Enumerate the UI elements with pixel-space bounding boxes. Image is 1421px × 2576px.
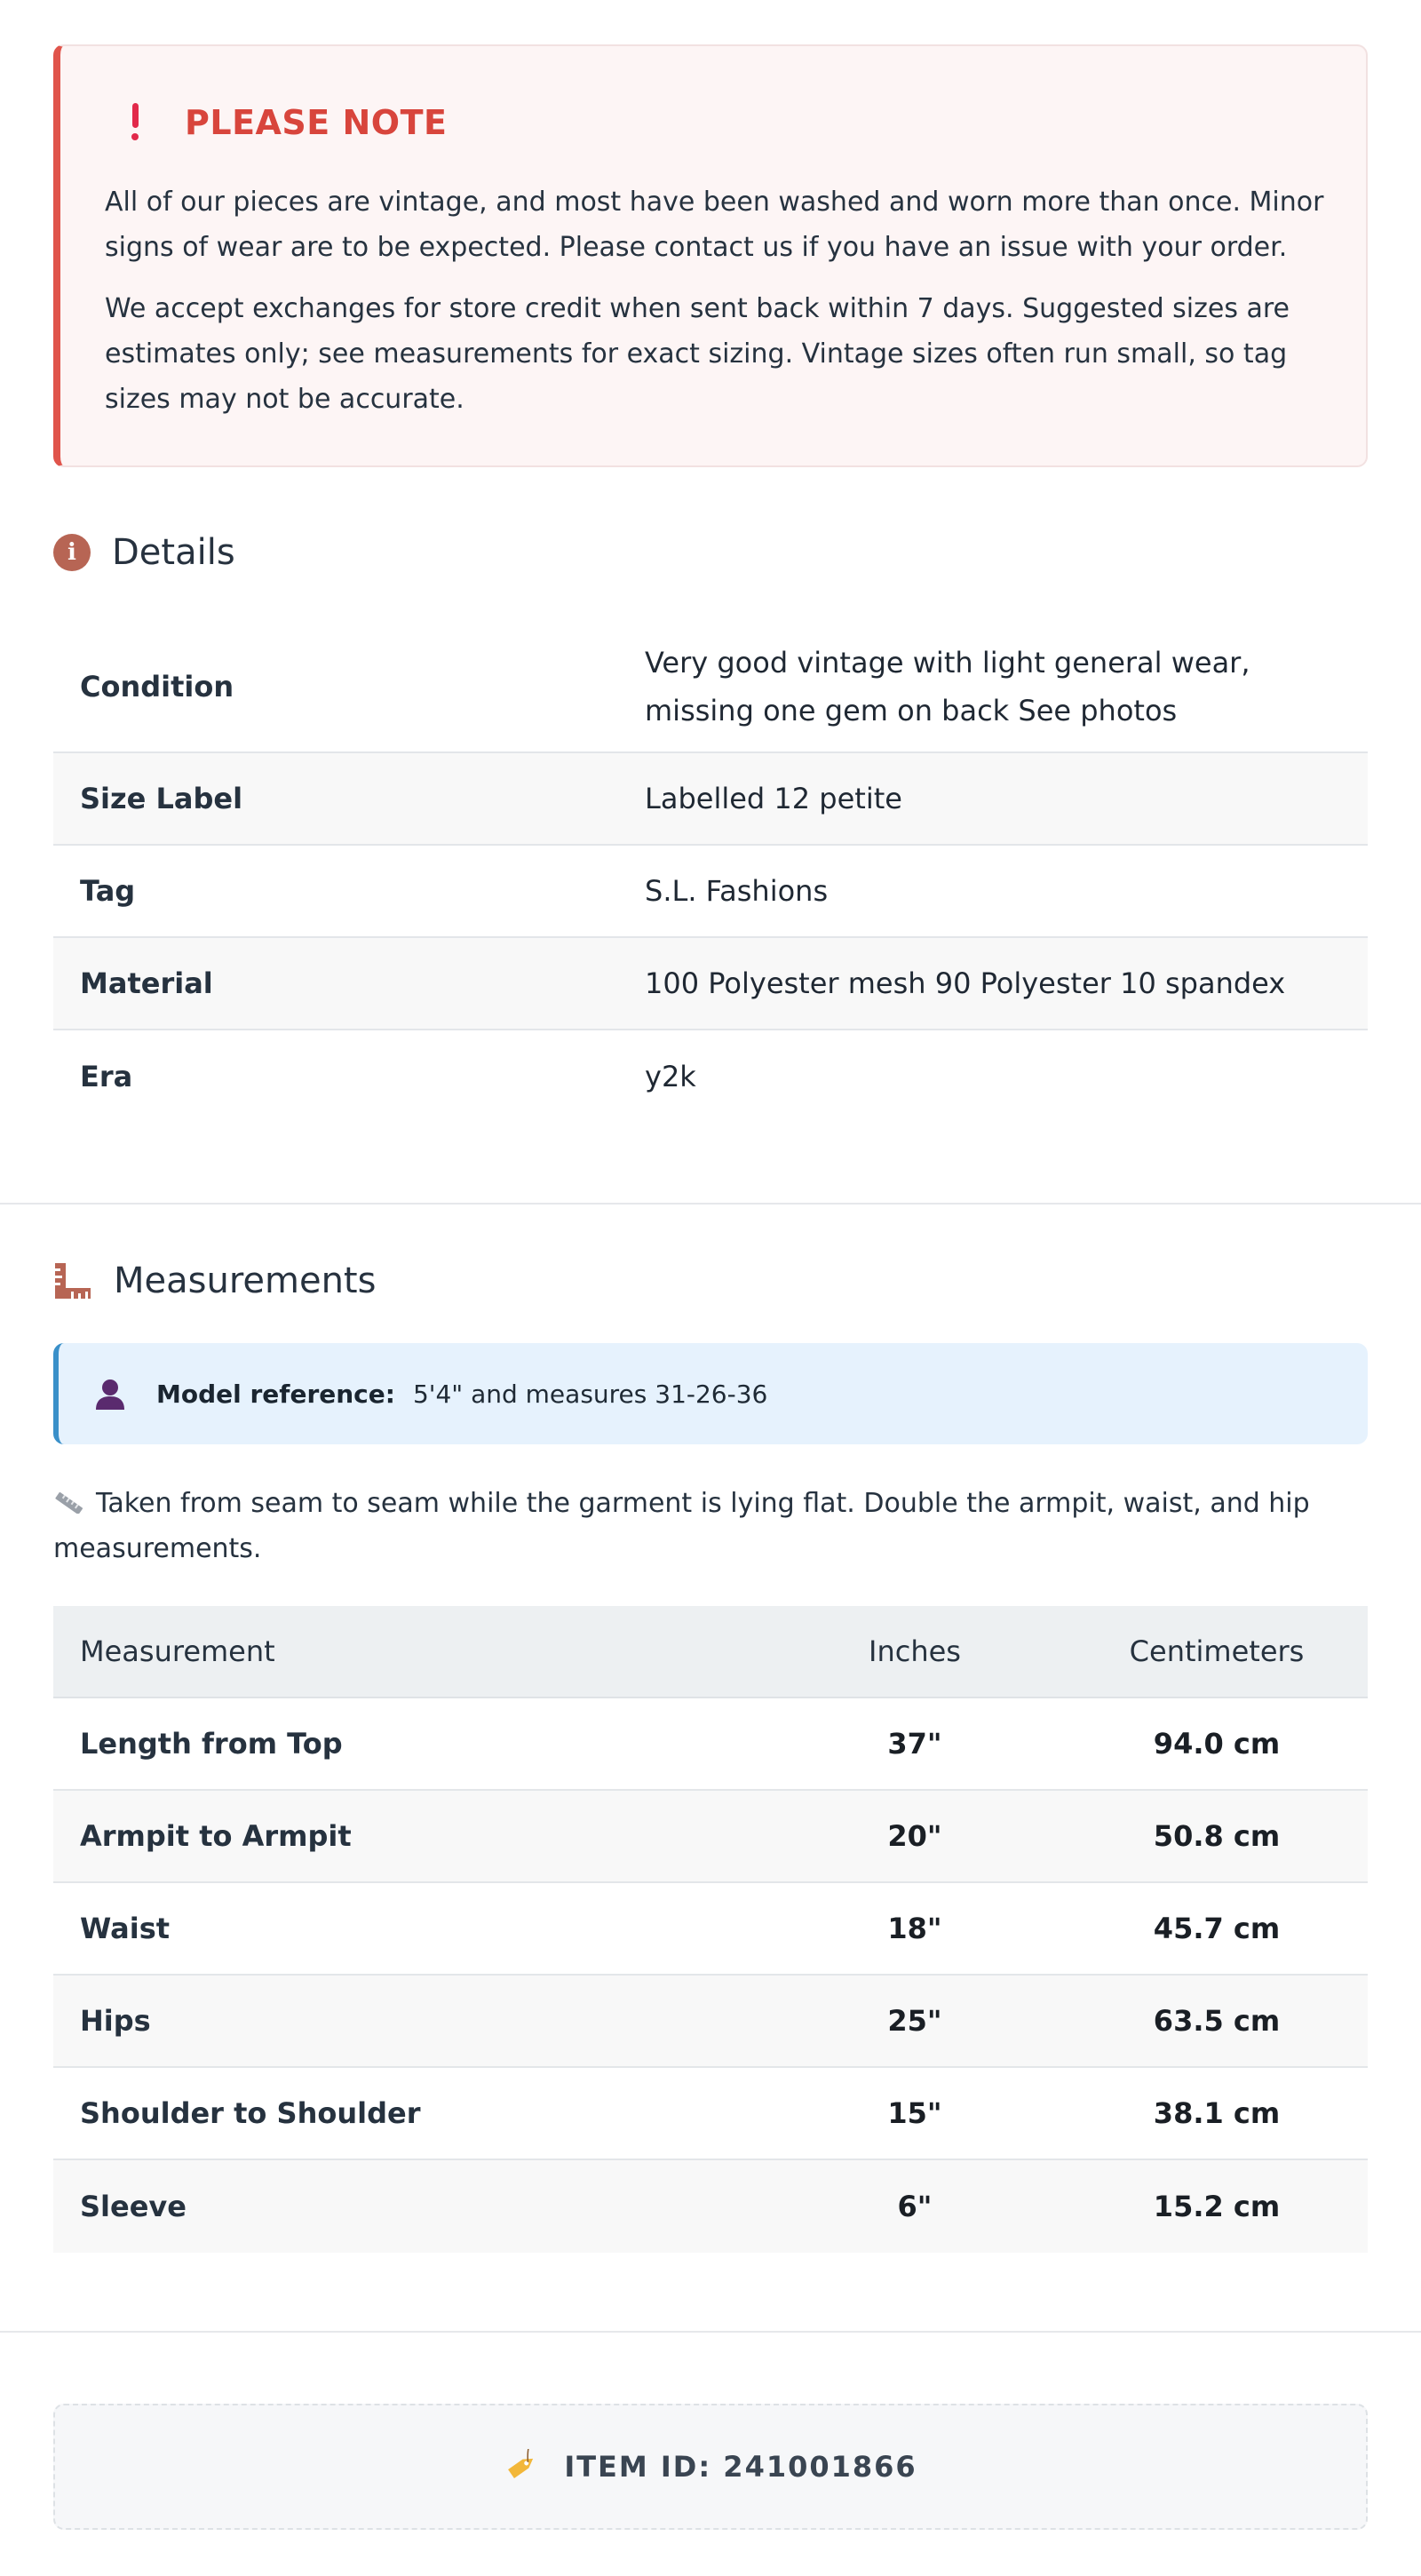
- details-value: y2k: [645, 1060, 696, 1093]
- details-row: [53, 753, 1368, 846]
- section-divider: [0, 2331, 1421, 2333]
- measurement-inches: 25": [887, 2004, 942, 2038]
- exclamation-icon: [128, 103, 142, 142]
- notice-paragraph: We accept exchanges for store credit when sent back within 7 days. Suggested sizes are estimates only; see measurements for exact sizing. Vintage sizes often run small, so tag sizes may not be accurate.: [105, 293, 1290, 415]
- measurement-name: Armpit to Armpit: [80, 1819, 352, 1853]
- table-row: [53, 1883, 1368, 1976]
- table-row: [53, 2068, 1368, 2160]
- measurement-note: [53, 1481, 1332, 1571]
- measurement-cm: 45.7 cm: [1153, 1912, 1281, 1945]
- details-heading: [53, 526, 235, 579]
- details-label: Tag: [80, 874, 136, 908]
- measurement-inches: 6": [897, 2190, 933, 2223]
- details-value: Labelled 12 petite: [645, 782, 902, 815]
- model-reference-value: 5'4" and measures 31-26-36: [412, 1379, 768, 1409]
- measurement-inches: 37": [887, 1727, 942, 1761]
- table-row: [53, 1698, 1368, 1791]
- notice-header: [105, 96, 1322, 149]
- section-divider: [0, 1203, 1421, 1205]
- table-header: [53, 1606, 1368, 1698]
- details-value: Very good vintage with light general wear, missing one gem on back See photos: [645, 646, 1250, 727]
- notice-box: [53, 44, 1368, 467]
- notice-paragraph: All of our pieces are vintage, and most have been washed and worn more than once. Minor signs of wear are to be expected. Please contact us if you have an issue with your order.: [105, 187, 1324, 263]
- details-row: [53, 938, 1368, 1030]
- tag-icon: [504, 2449, 539, 2485]
- measurement-cm: 94.0 cm: [1153, 1727, 1281, 1761]
- measurement-name: Sleeve: [80, 2190, 187, 2223]
- item-id-box: [53, 2404, 1368, 2530]
- notice-title: PLEASE NOTE: [185, 103, 448, 142]
- details-label: Size Label: [80, 782, 243, 815]
- model-reference-label: Model reference:: [156, 1379, 395, 1409]
- measurement-cm: 15.2 cm: [1153, 2190, 1281, 2223]
- details-title: Details: [112, 532, 235, 573]
- measurement-inches: 18": [887, 1912, 942, 1945]
- measurement-inches: 20": [887, 1819, 942, 1853]
- measurement-inches: 15": [887, 2096, 942, 2130]
- measurement-name: Waist: [80, 1912, 171, 1945]
- measurements-title: Measurements: [114, 1260, 377, 1301]
- column-header: Inches: [869, 1634, 961, 1668]
- details-label: Condition: [80, 670, 234, 704]
- details-row: [53, 1030, 1368, 1123]
- details-value: S.L. Fashions: [645, 874, 829, 908]
- person-icon: [92, 1376, 128, 1411]
- details-value: 100 Polyester mesh 90 Polyester 10 spandex: [645, 966, 1286, 1000]
- model-reference-box: [53, 1343, 1368, 1444]
- details-row: [53, 846, 1368, 938]
- table-row: [53, 2160, 1368, 2253]
- table-row: [53, 1791, 1368, 1883]
- straight-ruler-icon: [53, 1492, 85, 1514]
- column-header: Measurement: [80, 1634, 275, 1668]
- measurements-table: [53, 1606, 1368, 2253]
- measurement-name: Shoulder to Shoulder: [80, 2096, 421, 2130]
- measurement-cm: 50.8 cm: [1153, 1819, 1281, 1853]
- column-header: Centimeters: [1129, 1634, 1305, 1668]
- measurement-cm: 63.5 cm: [1153, 2004, 1281, 2038]
- measurements-heading: [53, 1254, 376, 1308]
- measurement-note-text: Taken from seam to seam while the garment is lying flat. Double the armpit, waist, and hip measurements.: [53, 1488, 1310, 1564]
- details-table: [53, 622, 1368, 1123]
- info-icon: i: [53, 534, 91, 571]
- details-label: Material: [80, 966, 213, 1000]
- measurement-name: Length from Top: [80, 1727, 343, 1761]
- item-id-text: ITEM ID: 241001866: [564, 2450, 917, 2484]
- ruler-icon: [53, 1261, 92, 1300]
- table-row: [53, 1976, 1368, 2068]
- details-row: [53, 622, 1368, 753]
- measurement-cm: 38.1 cm: [1153, 2096, 1281, 2130]
- measurement-name: Hips: [80, 2004, 151, 2038]
- details-label: Era: [80, 1060, 133, 1093]
